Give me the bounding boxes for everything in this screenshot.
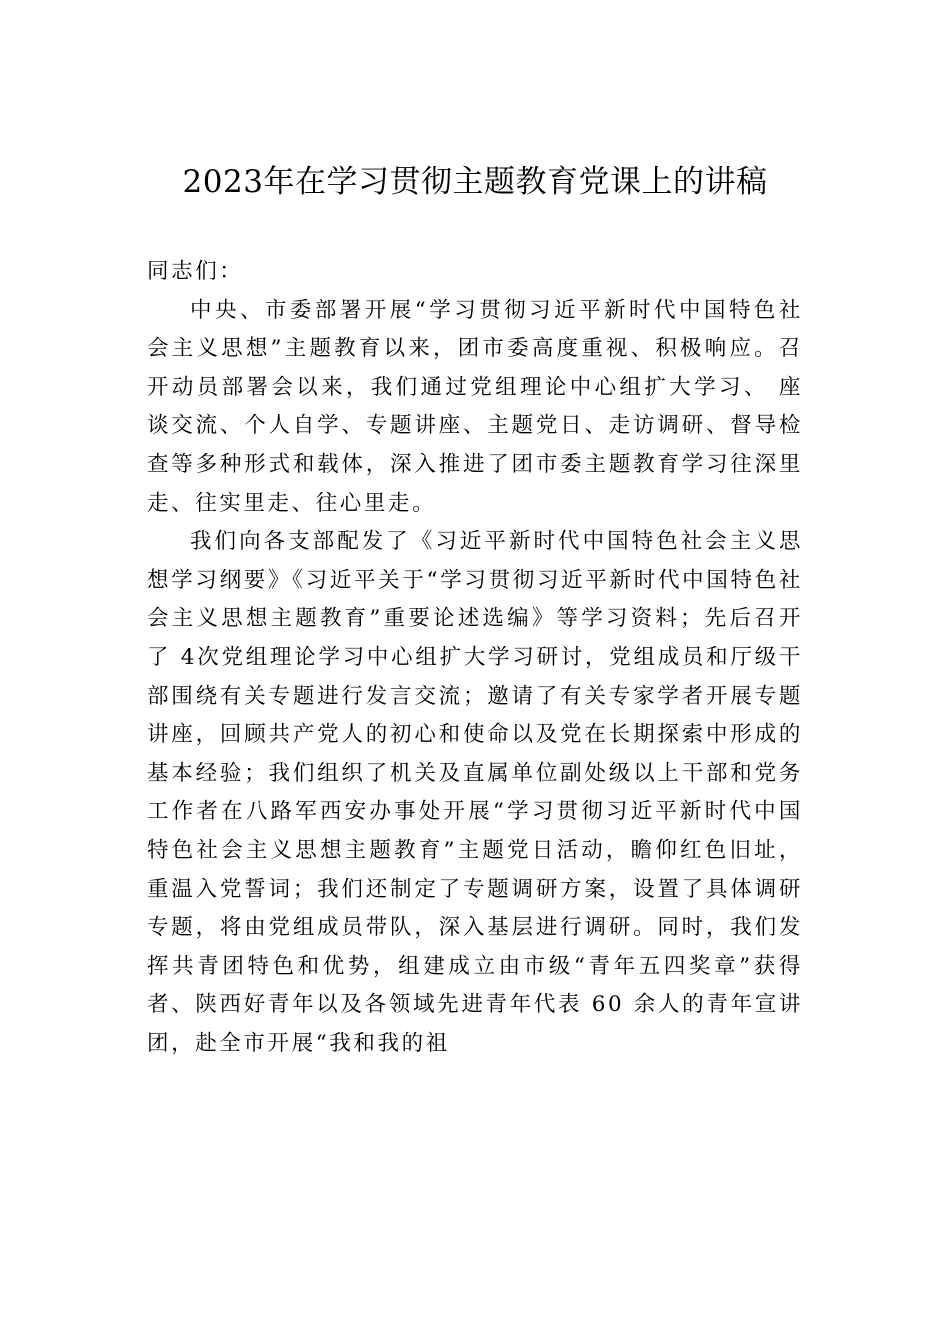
document-body <box>147 253 803 1063</box>
salutation: 同志们： <box>147 259 244 284</box>
document-title: 2023年在学习贯彻主题教育党课上的讲稿 <box>182 164 768 200</box>
paragraph-1: 中央、市委部署开展“学习贯彻习近平新时代中国特色社会主义思想”主题教育以来，团市委高度重视、积极响应。召开动员部署会以来，我们通过党组理论中心组扩大学习、 座谈交流、个人自学、专题讲座、主题党日、走访调研、督导检查等多种形式和载体，深入推进了团市委主题教育学习往深里走、往实里走、往心里走。 <box>147 297 803 516</box>
paragraph-2: 我们向各支部配发了《习近平新时代中国特色社会主义思想学习纲要》《习近平关于“学习贯彻习近平新时代中国特色社会主义思想主题教育”重要论述选编》等学习资料；先后召开了 4次党组理论学习中心组扩大学习研讨，党组成员和厅级干部围绕有关专题进行发言交流；邀请了有关专家学者开展专题讲座，回顾共产党人的初心和使命以及党在长期探索中形成的基本经验；我们组织了机关及直属单位副处级以上干部和党务工作者在八路军西安办事处开展“学习贯彻习近平新时代中国特色社会主义思想主题教育”主题党日活动，瞻仰红色旧址，重温入党誓词；我们还制定了专题调研方案，设置了具体调研专题，将由党组成员带队，深入基层进行调研。同时，我们发挥共青团特色和优势，组建成立由市级“青年五四奖章”获得者、陕西好青年以及各领域先进青年代表 60 余人的青年宣讲团，赴全市开展“我和我的祖 <box>147 529 803 1056</box>
